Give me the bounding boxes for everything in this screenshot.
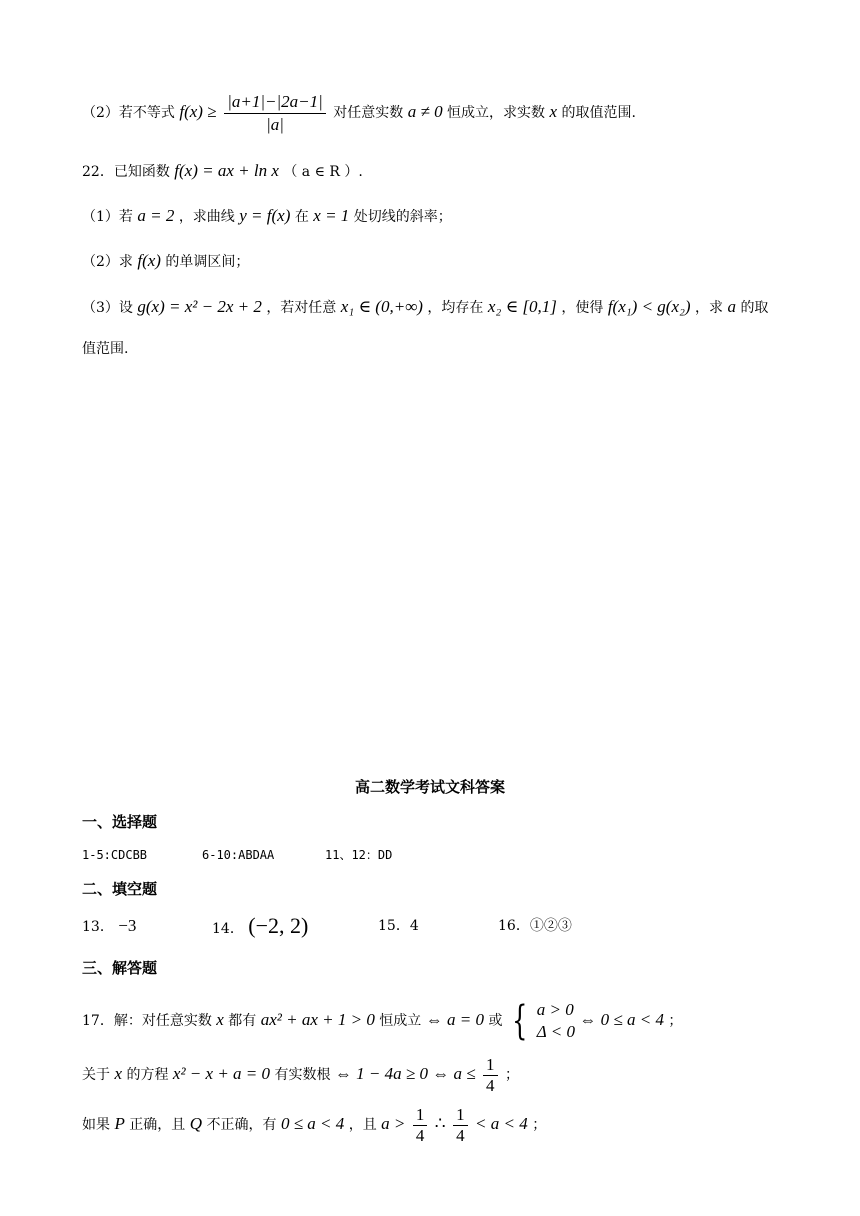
f14 (212, 915, 308, 940)
q21-cond: a ≠ 0 (407, 102, 443, 121)
q22-p3-g: g(x) = x² − 2x + 2 (137, 297, 262, 316)
q22-p1-text3: 处切线的斜率； (353, 209, 452, 225)
s17-iff2: ⇔ 0 ≤ a < 4 (579, 1010, 664, 1029)
s17-l2-end: ； (504, 1067, 519, 1083)
q22-intro-line (82, 160, 363, 183)
q22-p1-curve: y = f(x) (239, 206, 291, 225)
q22-p3-text5: 的取 (740, 300, 769, 316)
s17-sys2: Δ < 0 (536, 1022, 575, 1041)
s17-l3-frac1 (413, 1105, 428, 1146)
mc-answers (82, 844, 393, 866)
s17-l3-text2: 正确，且 (129, 1117, 186, 1133)
mc-6-10: 6-10:ABDAA (202, 848, 275, 862)
s17-text2: 都有 (228, 1013, 257, 1029)
q21-fx: f(x) (179, 102, 203, 121)
s17-l3-gt: a > (381, 1114, 406, 1133)
s17-l3-Q: Q (189, 1114, 203, 1133)
q22-p3-label: （3）设 (82, 300, 133, 316)
fill-answers (82, 915, 782, 938)
q21-var: x (549, 102, 558, 121)
q22-p2-f: f(x) (137, 251, 161, 270)
q22-p3-ineq: f(x₁) < g(x₂) (607, 297, 691, 316)
s17-iff1: ⇔ a = 0 (425, 1010, 484, 1029)
s17-l3-text1: 如果 (82, 1117, 110, 1133)
s17-line3 (82, 1102, 546, 1147)
s17-l2-x: x (114, 1064, 122, 1083)
q22-p3-cont: 值范围. (82, 341, 129, 357)
s17-l3-den2: 4 (456, 1125, 465, 1145)
q22-p3-text3: ，使得 (561, 300, 604, 316)
q21-ge: ≥ (207, 102, 217, 121)
s17-l3-den1: 4 (415, 1125, 425, 1145)
q22-p2-label: （2）求 (82, 254, 133, 270)
q21-part2-line (82, 90, 636, 136)
s17-or: 或 (488, 1013, 503, 1029)
q21-fraction (224, 91, 326, 136)
q22-p1-text1: ，求曲线 (178, 209, 235, 225)
mc-11-12: 11、12：DD (325, 848, 393, 862)
s17-line2 (82, 1052, 519, 1097)
s17-l2-den: 4 (486, 1075, 495, 1095)
s17-l3-end: ； (532, 1117, 547, 1133)
s17-l2-text2: 的方程 (126, 1067, 169, 1083)
answers-title: 高二数学考试文科答案 (354, 778, 505, 796)
q22-part2-line (82, 250, 249, 273)
q22-p3-text2: ，均存在 (427, 300, 484, 316)
section-solution: 三、解答题 (82, 959, 158, 977)
q22-p1-x: x = 1 (313, 206, 350, 225)
q22-p3-text4: ，求 (695, 300, 724, 316)
s17-l3-therefore: ∴ (434, 1114, 446, 1133)
q22-part3-cont (82, 338, 128, 360)
q21-suffix2: 的取值范围. (561, 105, 636, 121)
q22-p3-x2: x₂ ∈ [0,1] (487, 297, 557, 316)
s17-text3: 恒成立 (379, 1013, 422, 1029)
q22-p1-text2: 在 (294, 209, 309, 225)
s17-end: ； (668, 1013, 683, 1029)
q22-p3-var: a (727, 297, 736, 316)
s17-sys1: a > 0 (536, 1000, 574, 1019)
s17-system (537, 999, 575, 1043)
q22-p1-cond: a = 2 (137, 206, 175, 225)
q22-part3-line (82, 296, 768, 319)
s17-line1 (82, 996, 682, 1045)
section-choice: 一、选择题 (82, 813, 158, 831)
q21-suffix1: 恒成立，求实数 (447, 105, 546, 121)
f13-label: 13． (82, 919, 114, 935)
q22-part1-line (82, 205, 452, 228)
s17-l3-final: < a < 4 (475, 1114, 528, 1133)
f13-answer: −3 (118, 916, 137, 935)
s17-text1: 17．解：对任意实数 (82, 1013, 212, 1029)
q22-p3-x1: x₁ ∈ (0,+∞) (340, 297, 423, 316)
f16-answer: 16．①②③ (498, 918, 572, 934)
f15-answer: 15．4 (378, 918, 419, 934)
f14-answer: (−2, 2) (248, 913, 309, 938)
s17-l3-frac2 (453, 1105, 468, 1146)
s17-brace: { (511, 998, 528, 1044)
q21-mid: 对任意实数 (333, 105, 404, 121)
s17-l2-text1: 关于 (82, 1067, 110, 1083)
q22-p3-text1: ，若对任意 (266, 300, 337, 316)
q21-numerator: |a+1|−|2a−1| (224, 91, 326, 114)
s17-l3-P: P (114, 1114, 125, 1133)
s17-l2-eq: x² − x + a = 0 (172, 1064, 271, 1083)
s17-x: x (216, 1010, 224, 1029)
s17-ineq: ax² + ax + 1 > 0 (260, 1010, 375, 1029)
s17-l2-text3: 有实数根 (274, 1067, 331, 1083)
s17-l3-text4: ，且 (348, 1117, 377, 1133)
s17-l2-iff: ⇔ 1 − 4a ≥ 0 ⇔ a ≤ (334, 1064, 476, 1083)
s17-l3-text3: 不正确，有 (206, 1117, 277, 1133)
q22-p2-text: 的单调区间； (165, 254, 250, 270)
f14-label: 14． (212, 921, 244, 937)
q21-prefix: （2）若不等式 (82, 105, 175, 121)
q22-p1-label: （1）若 (82, 209, 133, 225)
section-fill: 二、填空题 (82, 880, 158, 898)
s17-l2-frac (483, 1055, 498, 1096)
s17-l2-num: 1 (483, 1055, 498, 1076)
q22-intro: 22．已知函数 (82, 164, 170, 180)
q21-denominator: |a| (266, 114, 284, 134)
q22-domain: （ a ∈ R ）. (283, 164, 363, 180)
q22-func: f(x) = ax + ln x (174, 161, 279, 180)
s17-l3-num2: 1 (453, 1105, 468, 1126)
s17-l3-num1: 1 (413, 1105, 428, 1126)
mc-1-5: 1-5:CDCBB (82, 848, 148, 862)
s17-l3-range: 0 ≤ a < 4 (280, 1114, 345, 1133)
